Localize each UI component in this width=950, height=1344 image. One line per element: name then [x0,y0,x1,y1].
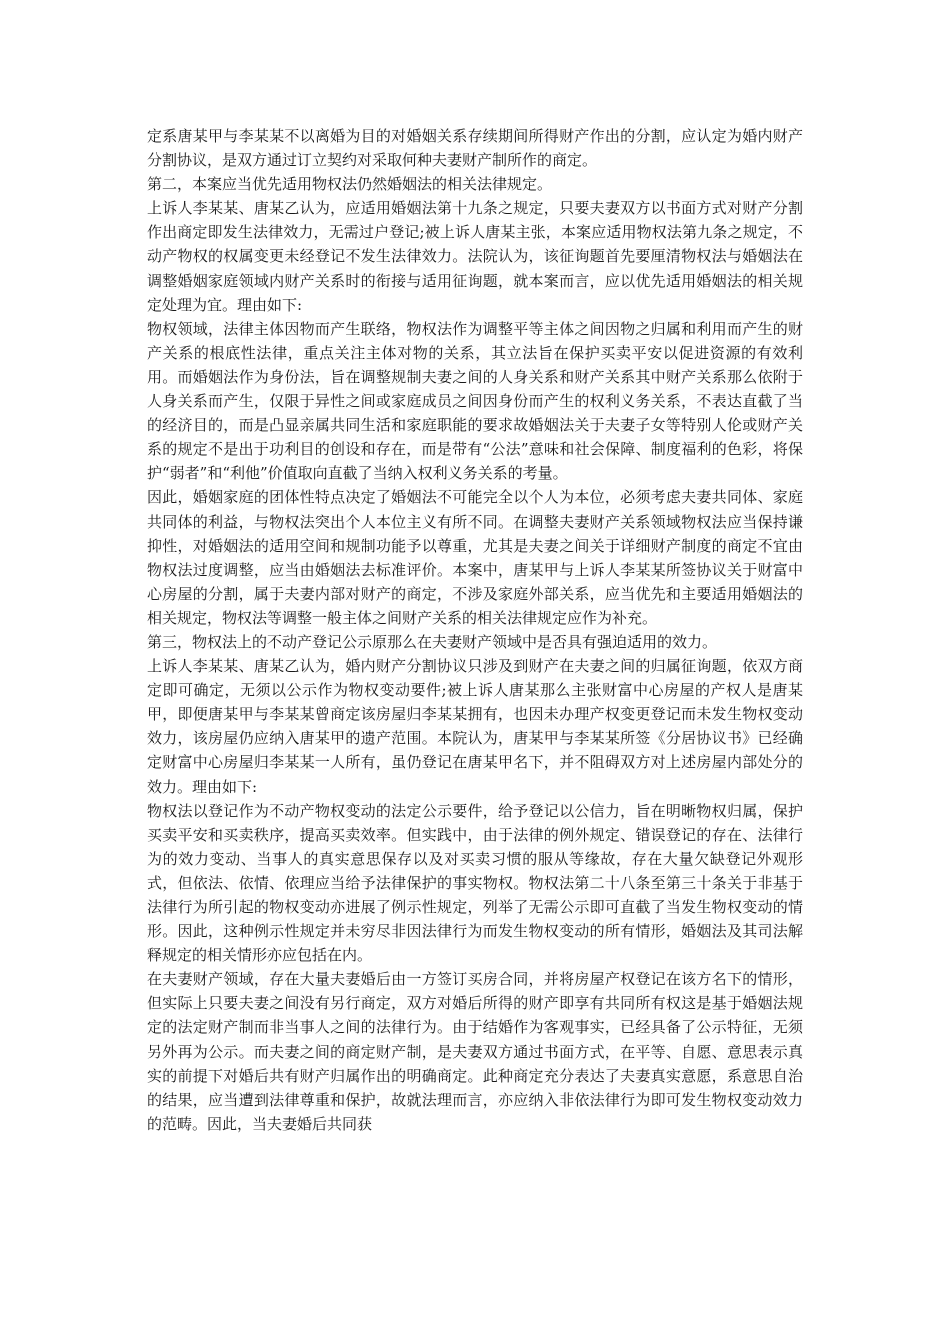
paragraph-4: 物权领域，法律主体因物而产生联络，物权法作为调整平等主体之间因物之归属和利用而产生的财产关系的根底性法律，重点关注主体对物的关系，其立法旨在保护买卖平安以促进资源的有效利用。而婚姻法作为身份法，旨在调整规制夫妻之间的人身关系和财产关系其中财产关系那么依附于人身关系而产生，仅限于异性之间或家庭成员之间因身份而产生的权利义务关系，不表达直截了当的经济目的，而是凸显亲属共同生活和家庭职能的要求故婚姻法关于夫妻子女等特别人伦或财产关系的规定不是出于功利目的创设和存在，而是带有“公法”意味和社会保障、制度福利的色彩，将保护“弱者”和“利他”价值取向直截了当纳入权利义务关系的考量。 [147,319,803,483]
paragraph-6: 第三，物权法上的不动产登记公示原那么在夫妻财产领域中是否具有强迫适用的效力。 [147,632,718,651]
paragraph-5: 因此，婚姻家庭的团体性特点决定了婚姻法不可能完全以个人为本位，必须考虑夫妻共同体、家庭共同体的利益，与物权法突出个人本位主义有所不同。在调整夫妻财产关系领域物权法应当保持谦抑性，对婚姻法的适用空间和规制功能予以尊重，尤其是夫妻之间关于详细财产制度的商定不宜由物权法过度调整，应当由婚姻法去标准评价。本案中，唐某甲与上诉人李某某所签协议关于财富中心房屋的分割，属于夫妻内部对财产的商定，不涉及家庭外部关系，应当优先和主要适用婚姻法的相关规定，物权法等调整一般主体之间财产关系的相关法律规定应作为补充。 [147,488,803,627]
document-body [147,124,803,1136]
paragraph-8: 物权法以登记作为不动产物权变动的法定公示要件，给予登记以公信力，旨在明晰物权归属，保护买卖平安和买卖秩序，提高买卖效率。但实践中，由于法律的例外规定、错误登记的存在、法律行为的效力变动、当事人的真实意思保存以及对买卖习惯的服从等缘故，存在大量欠缺登记外观形式，但依法、依情、依理应当给予法律保护的事实物权。物权法第二十八条至第三十条关于非基于法律行为所引起的物权变动亦进展了例示性规定，列举了无需公示即可直截了当发生物权变动的情形。因此，这种例示性规定并未穷尽非因法律行为而发生物权变动的所有情形，婚姻法及其司法解释规定的相关情形亦应包括在内。 [147,801,803,965]
paragraph-2: 第二，本案应当优先适用物权法仍然婚姻法的相关法律规定。 [147,175,553,194]
paragraph-3: 上诉人李某某、唐某乙认为，应适用婚姻法第十九条之规定，只要夫妻双方以书面方式对财产分割作出商定即发生法律效力，无需过户登记;被上诉人唐某主张，本案应适用物权法第九条之规定，不动产物权的权属变更未经登记不发生法律效力。法院认为，该征询题首先要厘清物权法与婚姻法在调整婚姻家庭领域内财产关系时的衔接与适用征询题，就本案而言，应以优先适用婚姻法的相关规定处理为宜。理由如下: [147,199,803,314]
paragraph-7: 上诉人李某某、唐某乙认为，婚内财产分割协议只涉及到财产在夫妻之间的归属征询题，依双方商定即可确定，无须以公示作为物权变动要件;被上诉人唐某那么主张财富中心房屋的产权人是唐某甲，即便唐某甲与李某某曾商定该房屋归李某某拥有，也因未办理产权变更登记而未发生物权变动效力，该房屋仍应纳入唐某甲的遗产范围。本院认为，唐某甲与李某某所签《分居协议书》已经确定财富中心房屋归李某某一人所有，虽仍登记在唐某甲名下，并不阻碍双方对上述房屋内部处分的效力。理由如下: [147,657,803,796]
paragraph-1: 定系唐某甲与李某某不以离婚为目的对婚姻关系存续期间所得财产作出的分割，应认定为婚内财产分割协议，是双方通过订立契约对采取何种夫妻财产制所作的商定。 [147,127,803,170]
paragraph-9: 在夫妻财产领域，存在大量夫妻婚后由一方签订买房合同，并将房屋产权登记在该方名下的情形，但实际上只要夫妻之间没有另行商定，双方对婚后所得的财产即享有共同所有权这是基于婚姻法规定的法定财产制而非当事人之间的法律行为。由于结婚作为客观事实，已经具备了公示特征，无须另外再为公示。而夫妻之间的商定财产制，是夫妻双方通过书面方式，在平等、自愿、意思表示真实的前提下对婚后共有财产归属作出的明确商定。此种商定充分表达了夫妻真实意愿，系意思自治的结果，应当遭到法律尊重和保护，故就法理而言，亦应纳入非依法律行为即可发生物权变动效力的范畴。因此，当夫妻婚后共同获 [147,970,803,1133]
